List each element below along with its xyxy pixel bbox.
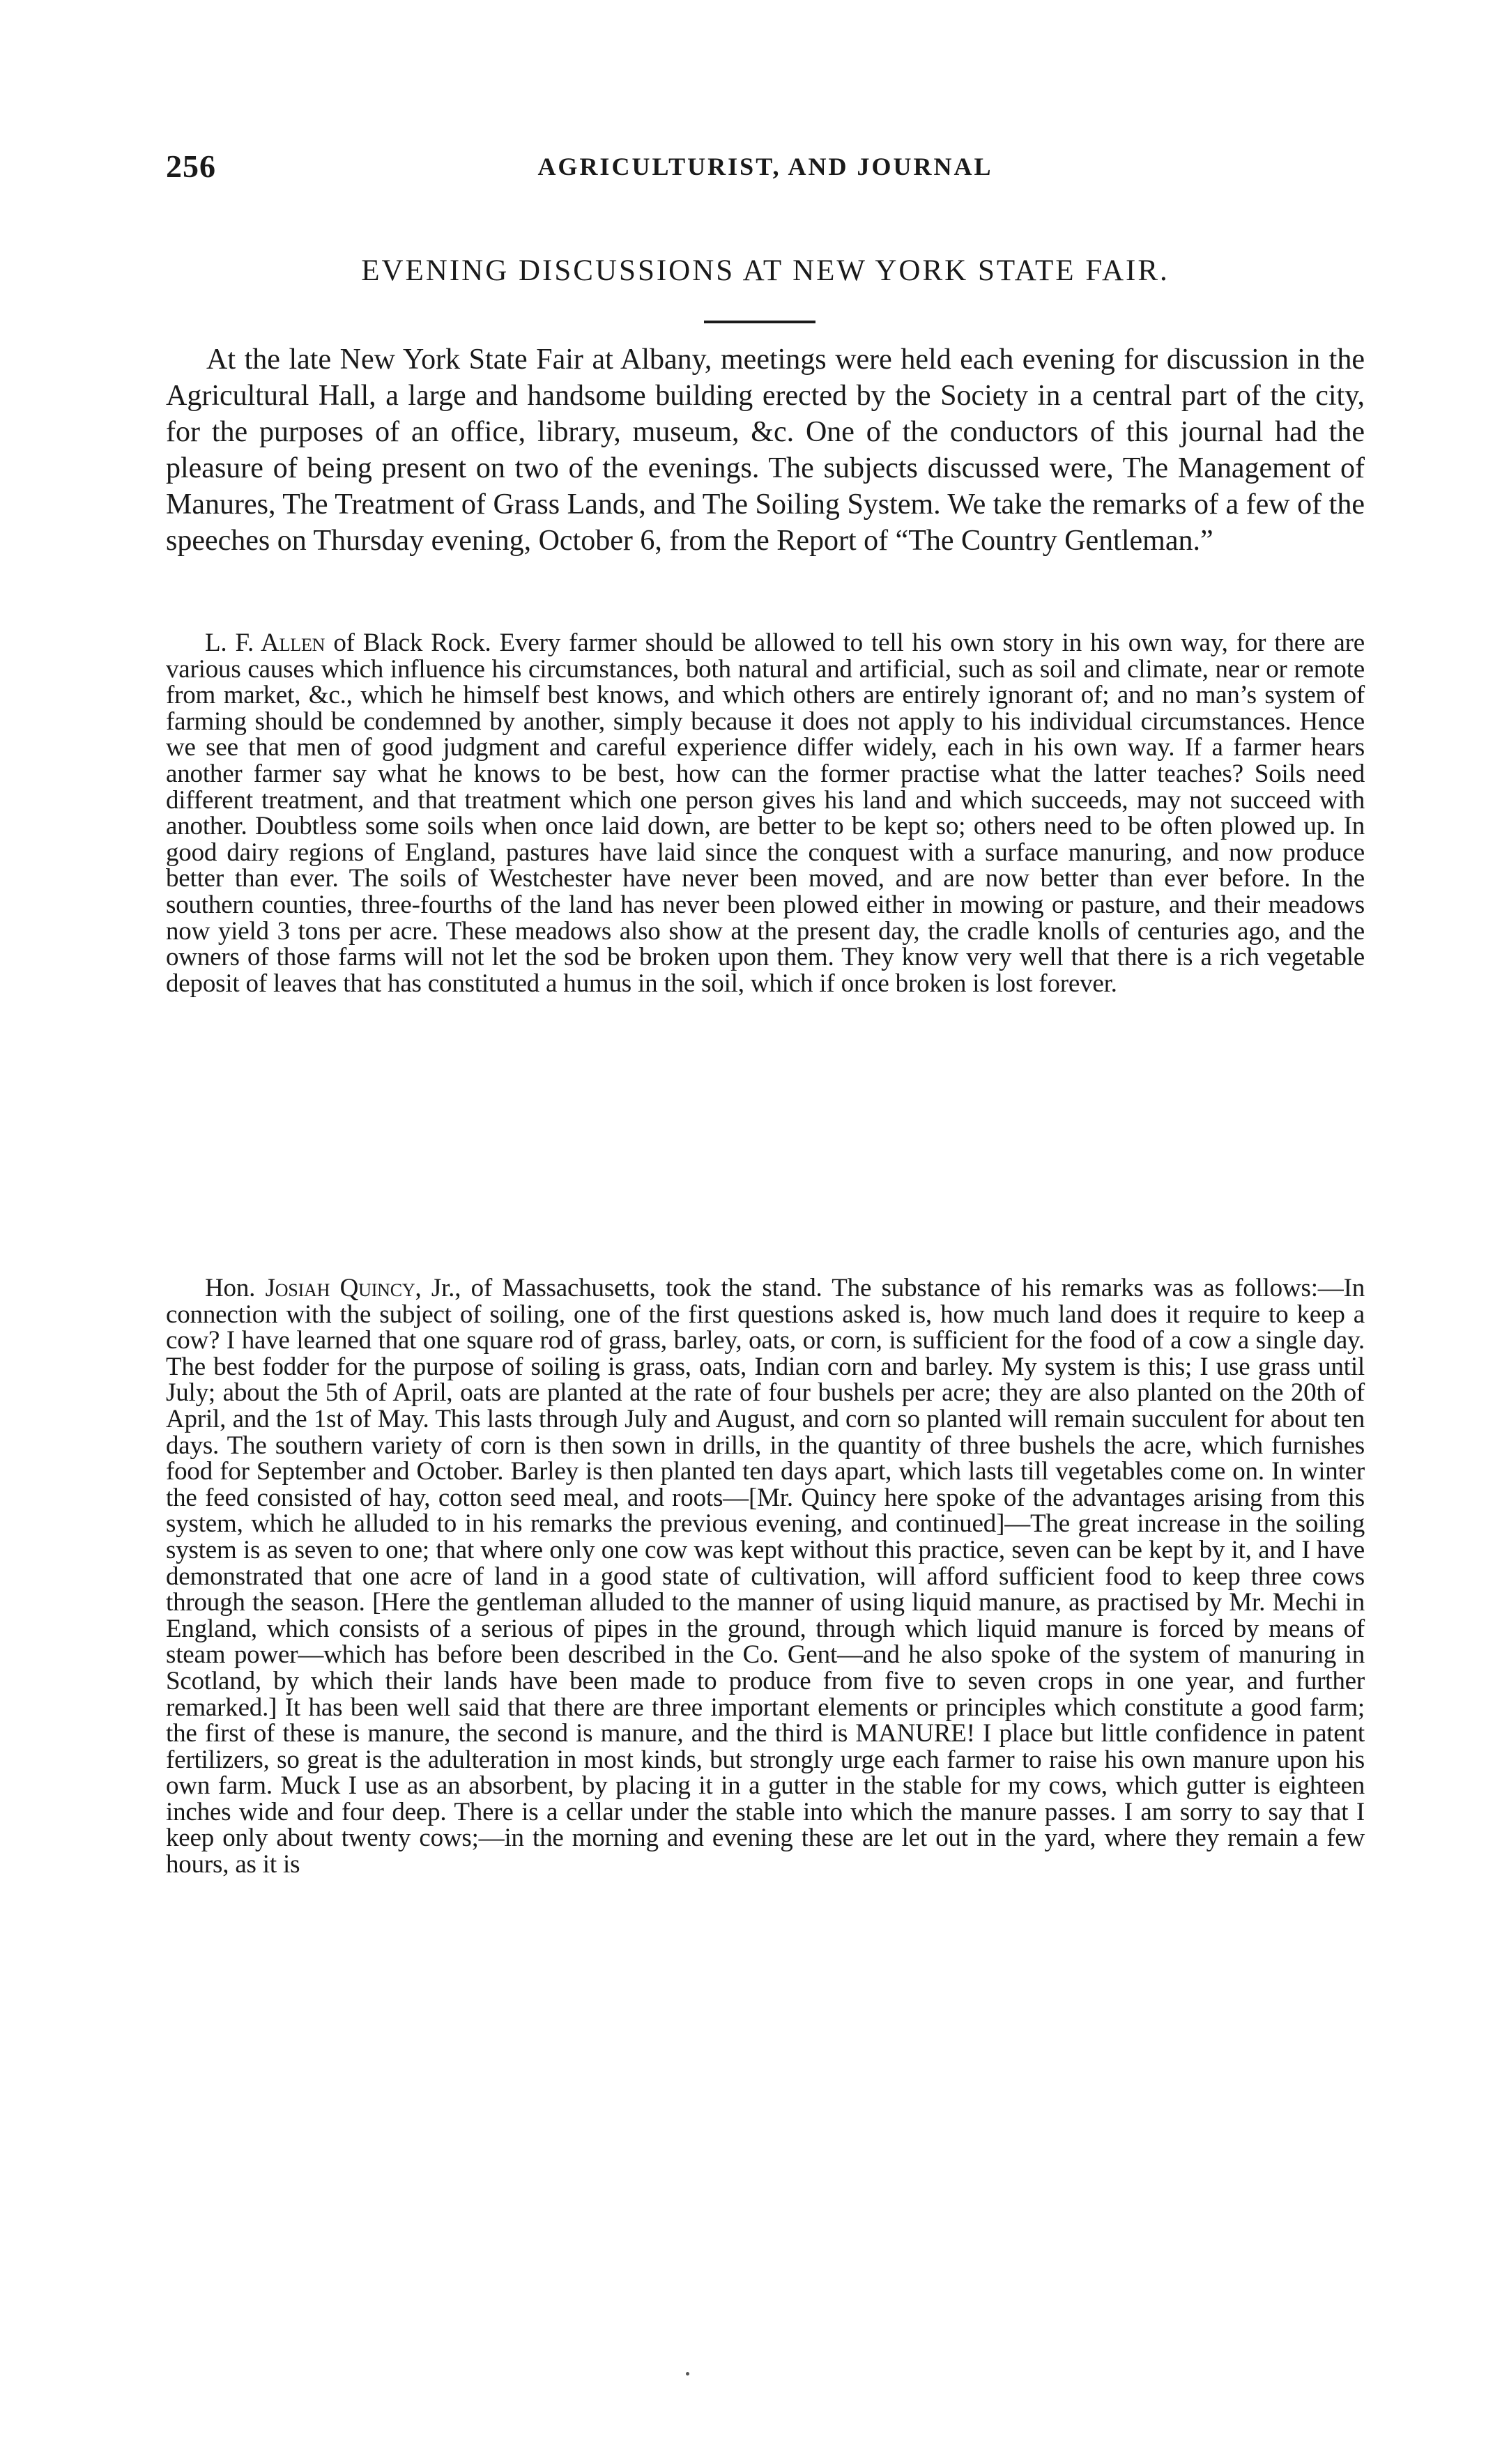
title-rule bbox=[704, 321, 815, 323]
paragraph-text: of Black Rock. Every farmer should be allowed to tell his own story in his own way, for there are various causes which influence his circumstances, both natural and artificial, such as soil and climate, near or remote from market, &c., which he himself best knows, and which others are entirely ignorant of; and no man’s system of farming should be condemned by another, simply because it does not apply to his individual circumstances. Hence we see that men of good judgment and careful experience differ widely, each in his own way. If a farmer hears another farmer say what he knows to be best, how can the former practise what the latter teaches? Soils need different treatment, and that treatment which one person gives his land and which succeeds, may not succeed with another. Doubtless some soils when once laid down, are better to be kept so; others need to be often plowed up. In good dairy regions of England, pastures have laid since the conquest with a surface manuring, and now produce better than ever. The soils of Westchester have never been moved, and are now better than ever before. In the southern counties, three-fourths of the land has never been plowed either in mowing or pasture, and their meadows now yield 3 tons per acre. These meadows also show at the present day, the cradle knolls of centuries ago, and the owners of those farms will not let the sod be broken upon them. They know very well that there is a rich vegetable deposit of leaves that has constituted a humus in the soil, which if once broken is lost forever. bbox=[166, 629, 1365, 998]
quincy-paragraph bbox=[166, 1275, 1365, 1878]
speaker-prefix: Hon. bbox=[205, 1274, 266, 1302]
speaker-name: L. F. Allen bbox=[205, 629, 325, 657]
page-header bbox=[166, 148, 1365, 190]
page-number: 256 bbox=[166, 148, 216, 184]
article-title: EVENING DISCUSSIONS AT NEW YORK STATE FAIR. bbox=[361, 254, 1170, 287]
running-head: AGRICULTURIST, AND JOURNAL bbox=[537, 153, 993, 180]
paragraph-text: , Jr., of Massachusetts, took the stand. The substance of his remarks was as follows:—In connection with the subject of soiling, one of the first questions asked is, how much land does it require to keep a cow? I have learned that one square rod of grass, barley, oats, or corn, is sufficient for the food of a cow a single day. The best fodder for the purpose of soiling is grass, oats, Indian corn and barley. My system is this; I use grass until July; about the 5th of April, oats are planted at the rate of four bushels per acre; they are also planted on the 20th of April, and the 1st of May. This lasts through July and August, and corn so planted will remain succulent for about ten days. The southern variety of corn is then sown in drills, in the quantity of three bushels the acre, which furnishes food for September and October. Barley is then planted ten days apart, which lasts till vegetables come on. In winter the feed consisted of hay, cotton seed meal, and roots—[Mr. Quincy here spoke of the advantages arising from this system, which he alluded to in his remarks the previous evening, and continued]—The great increase in the soiling system is as seven to one; that where only one cow was kept without this practice, seven can be kept by it, and I have demonstrated that one acre of land in a good state of cultivation, will afford sufficient food to keep three cows through the season. [Here the gentleman alluded to the manner of using liquid manure, as practised by Mr. Mechi in England, which consists of a serious of pipes in the ground, through which liquid manure is forced by means of steam power—which has before been described in the Co. Gent—and he also spoke of the system of manuring in Scotland, by which their lands have been made to produce from five to seven crops in one year, and further remarked.] It has been well said that there are three important elements or principles which constitute a good farm; the first of these is manure, the second is manure, and the third is MANURE! I place but little confidence in patent fertilizers, so great is the adulteration in most kinds, but strongly urge each farmer to raise his own manure upon his own farm. Muck I use as an absorbent, by placing it in a gutter in the stable for my cows, which gutter is eighteen inches wide and four deep. There is a cellar under the stable into which the manure passes. I am sorry to say that I keep only about twenty cows;—in the morning and evening these are let out in the yard, where they remain a few hours, as it is bbox=[166, 1274, 1365, 1879]
ink-mark bbox=[686, 2372, 689, 2376]
speaker-name: Josiah Quincy bbox=[265, 1274, 415, 1302]
allen-paragraph bbox=[166, 630, 1365, 996]
intro-paragraph: At the late New York State Fair at Albany, meetings were held each evening for discussion in the Agricultural Hall, a large and handsome building erected by the Society in a central part of the city, for the purposes of an office, library, museum, &c. One of the conductors of this journal had the pleasure of being present on two of the evenings. The subjects discussed were, The Management of Manures, The Treatment of Grass Lands, and The Soiling System. We take the remarks of a few of the speeches on Thursday evening, October 6, from the Report of “The Country Gentleman.” bbox=[166, 344, 1365, 557]
